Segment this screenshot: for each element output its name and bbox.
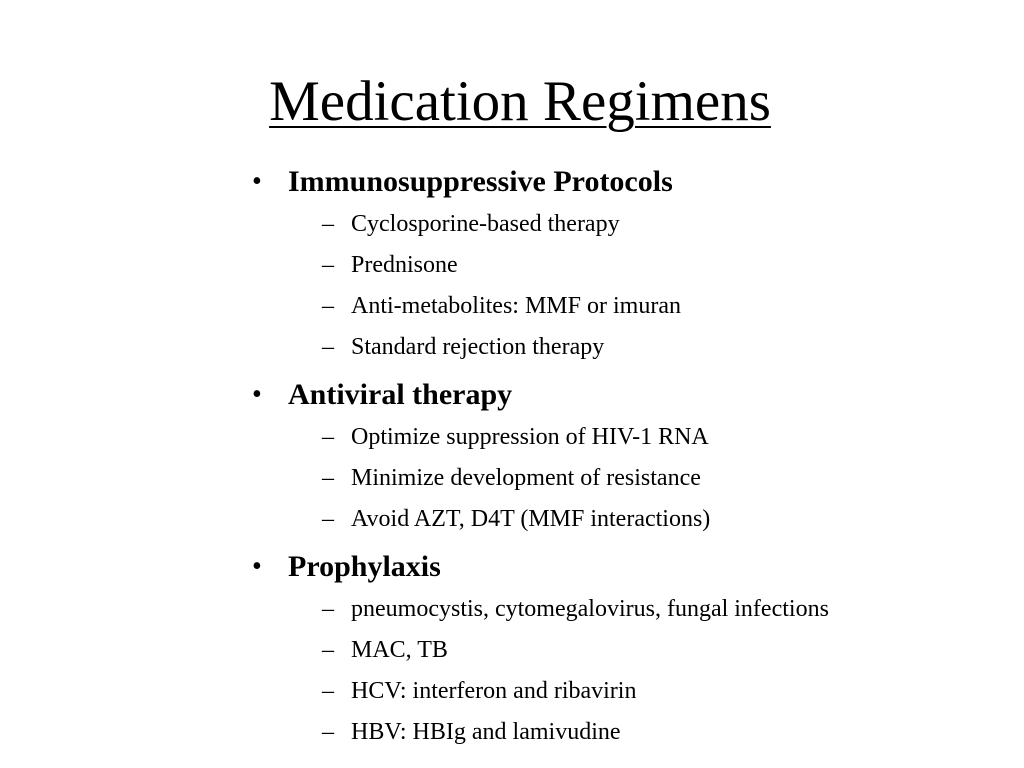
list-item (252, 499, 1012, 540)
dash-icon: – (322, 506, 334, 532)
section-immunosuppressive (252, 160, 1012, 368)
dash-icon: – (322, 252, 334, 278)
dash-icon: – (322, 596, 334, 622)
list-item (252, 671, 1012, 712)
list-item (252, 327, 1012, 368)
dash-icon: – (322, 719, 334, 745)
list-item (252, 286, 1012, 327)
list-item (252, 589, 1012, 630)
section-heading (252, 545, 1012, 589)
list-item (252, 712, 1012, 753)
bullet-icon: • (252, 551, 262, 582)
section-heading-text: Immunosuppressive Protocols (288, 165, 673, 198)
dash-icon: – (322, 334, 334, 360)
dash-icon: – (322, 211, 334, 237)
list-item-text: Anti-metabolites: MMF or imuran (351, 293, 681, 319)
list-item (252, 630, 1012, 671)
list-item (252, 458, 1012, 499)
list-item-text: Standard rejection therapy (351, 334, 605, 360)
list-item-text: Avoid AZT, D4T (MMF interactions) (351, 506, 711, 532)
list-item-text: Prednisone (351, 252, 458, 278)
sub-list (252, 417, 1012, 540)
section-antiviral (252, 373, 1012, 540)
bullet-icon: • (252, 379, 262, 410)
dash-icon: – (322, 465, 334, 491)
section-heading-text: Antiviral therapy (288, 378, 513, 411)
list-item-text: pneumocystis, cytomegalovirus, fungal infections (351, 596, 829, 622)
list-item-text: HBV: HBIg and lamivudine (351, 719, 621, 745)
list-item-text: Optimize suppression of HIV-1 RNA (351, 424, 709, 450)
dash-icon: – (322, 678, 334, 704)
list-item (252, 245, 1012, 286)
list-item-text: HCV: interferon and ribavirin (351, 678, 637, 704)
dash-icon: – (322, 637, 334, 663)
section-heading (252, 160, 1012, 204)
sub-list (252, 589, 1012, 753)
section-heading (252, 373, 1012, 417)
list-item-text: MAC, TB (351, 637, 448, 663)
list-item-text: Cyclosporine-based therapy (351, 211, 620, 237)
slide-content (252, 160, 1012, 753)
list-item (252, 204, 1012, 245)
section-heading-text: Prophylaxis (288, 550, 441, 583)
list-item (252, 417, 1012, 458)
section-prophylaxis (252, 545, 1012, 753)
slide-title: Medication Regimens (269, 70, 771, 133)
dash-icon: – (322, 424, 334, 450)
bullet-icon: • (252, 166, 262, 197)
sub-list (252, 204, 1012, 368)
list-item-text: Minimize development of resistance (351, 465, 701, 491)
dash-icon: – (322, 293, 334, 319)
